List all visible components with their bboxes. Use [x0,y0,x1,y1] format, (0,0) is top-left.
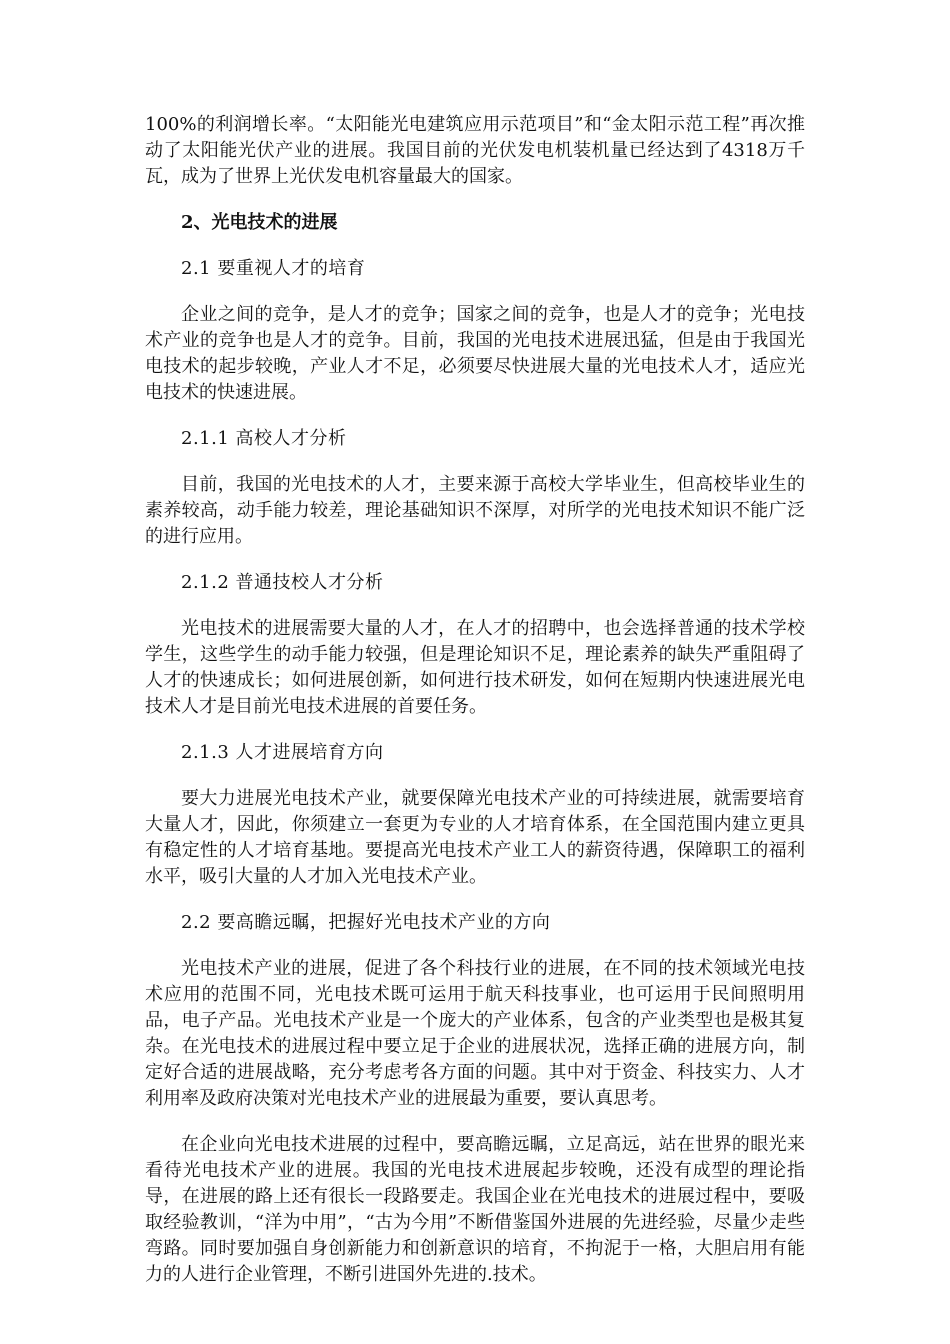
subsection-heading-2-1-2: 2.1.2 普通技校人才分析 [181,572,384,593]
paragraph-2-2-b: 在企业向光电技术进展的过程中，要高瞻远瞩，立足高远，站在世界的眼光来看待光电技术产业的进展。我国的光电技术进展起步较晚，还没有成型的理论指导，在进展的路上还有很长一段路要走。我国企业在光电技术的进展过程中，要吸取经验教训，“洋为中用”，“古为今用”不断借鉴国外进展的先进经验，尽量少走些弯路。同时要加强自身创新能力和创新意识的培育，不拘泥于一格，大胆启用有能力的人进行企业管理，不断引进国外先进的.技术。 [145,1134,805,1285]
paragraph-2-1-3: 要大力进展光电技术产业，就要保障光电技术产业的可持续进展，就需要培育大量人才，因此，你须建立一套更为专业的人才培育体系，在全国范围内建立更具有稳定性的人才培育基地。要提高光电技术产业工人的薪资待遇，保障职工的福利水平，吸引大量的人才加入光电技术产业。 [145,788,805,887]
subsection-heading-2-1-1: 2.1.1 高校人才分析 [181,428,347,449]
subsection-heading-2-2: 2.2 要高瞻远瞩，把握好光电技术产业的方向 [181,912,551,933]
subsection-heading-2-1-3: 2.1.3 人才进展培育方向 [181,742,384,763]
paragraph-2-1-1: 目前，我国的光电技术的人才，主要来源于高校大学毕业生，但高校毕业生的素养较高，动手能力较差，理论基础知识不深厚，对所学的光电技术知识不能广泛的进行应用。 [145,474,805,547]
section-heading-2: 2、光电技术的进展 [181,212,338,233]
paragraph-2-1-2: 光电技术的进展需要大量的人才，在人才的招聘中，也会选择普通的技术学校学生，这些学生的动手能力较强，但是理论知识不足，理论素养的缺失严重阻碍了人才的快速成长；如何进展创新，如何进行技术研发，如何在短期内快速进展光电技术人才是目前光电技术进展的首要任务。 [145,618,805,717]
subsection-heading-2-1: 2.1 要重视人才的培育 [181,258,366,279]
paragraph-2-1: 企业之间的竞争，是人才的竞争；国家之间的竞争，也是人才的竞争；光电技术产业的竞争也是人才的竞争。目前，我国的光电技术进展迅猛，但是由于我国光电技术的起步较晚，产业人才不足，必须要尽快进展大量的光电技术人才，适应光电技术的快速进展。 [145,304,805,403]
paragraph-intro: 100%的利润增长率。“太阳能光电建筑应用示范项目”和“金太阳示范工程”再次推动了太阳能光伏产业的进展。我国目前的光伏发电机装机量已经达到了4318万千瓦，成为了世界上光伏发电机容量最大的国家。 [145,114,805,187]
paragraph-2-2-a: 光电技术产业的进展，促进了各个科技行业的进展，在不同的技术领域光电技术应用的范围不同，光电技术既可运用于航天科技事业，也可运用于民间照明用品，电子产品。光电技术产业是一个庞大的产业体系，包含的产业类型也是极其复杂。在光电技术的进展过程中要立足于企业的进展状况，选择正确的进展方向，制定好合适的进展战略，充分考虑考各方面的问题。其中对于资金、科技实力、人才利用率及政府决策对光电技术产业的进展最为重要，要认真思考。 [145,958,805,1109]
document-page [145,112,805,1308]
